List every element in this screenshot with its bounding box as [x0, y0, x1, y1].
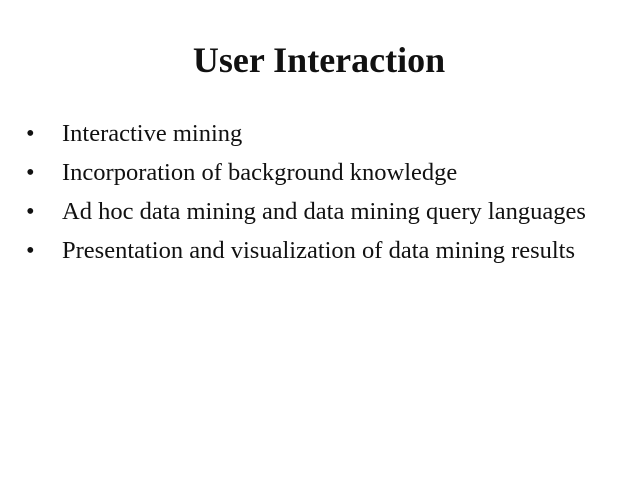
bullet-list	[26, 116, 616, 272]
bullet-icon: •	[26, 120, 35, 147]
bullet-icon: •	[26, 237, 35, 264]
bullet-item-interactive-mining	[26, 116, 616, 152]
bullet-text: Interactive mining	[62, 120, 243, 147]
bullet-text: Incorporation of background knowledge	[62, 159, 458, 186]
bullet-icon: •	[26, 159, 35, 186]
bullet-item-query-languages	[26, 194, 616, 230]
bullet-item-background-knowledge	[26, 155, 616, 191]
bullet-text: Presentation and visualization of data mining results	[62, 237, 576, 264]
bullet-icon: •	[26, 198, 35, 225]
bullet-text: Ad hoc data mining and data mining query languages	[62, 198, 586, 225]
bullet-item-presentation-visualization	[26, 233, 616, 269]
slide-title: User Interaction	[192, 40, 446, 80]
